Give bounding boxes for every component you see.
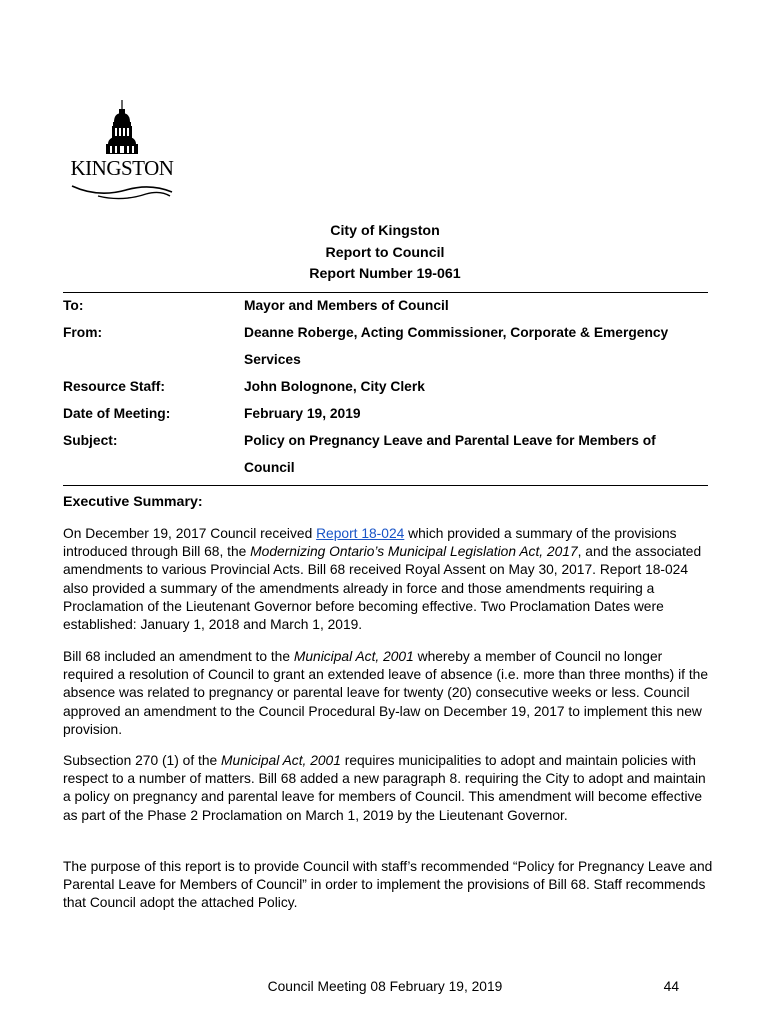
p2-text-b: whereby a member of Council no longer required a resolution of Council to grant an extended leave of absence (i.e. more than three months) if the absence was related to pregnancy or parental leave for twenty (20) consecutive weeks or less. Council approved an amendment to the Council Procedural By-law on December 19, 2017 to implement this new provision. [63, 649, 709, 737]
executive-summary-title: Executive Summary: [63, 494, 203, 510]
page-number: 44 [663, 979, 679, 994]
p3-text-b: requires municipalities to adopt and maintain policies with respect to a number of matters. Bill 68 added a new paragraph 8. requiring the City to adopt and maintain a policy on pregnancy and parental leave for members of Council. This amendment will become effective as part of the Phase 2 Proclamation on March 1, 2019 by the Lieutenant Governor. [63, 753, 706, 823]
date-label: Date of Meeting: [63, 406, 171, 421]
p2-text-a: Bill 68 included an amendment to the [63, 649, 294, 664]
subject-label: Subject: [63, 433, 118, 448]
heading-report-number: Report Number 19-061 [309, 266, 461, 282]
heading-city: City of Kingston [330, 223, 440, 239]
summary-paragraph-4: The purpose of this report is to provide Council with staff’s recommended “Policy for Pregnancy Leave and Parental Leave for Members of Council” in order to implement the provisions of Bill 68. Staff recommends that Council adopt the attached Policy. [63, 859, 713, 911]
staff-value: John Bolognone, City Clerk [244, 379, 425, 394]
p3-act-title: Municipal Act, 2001 [221, 753, 341, 768]
date-value: February 19, 2019 [244, 406, 361, 421]
to-value: Mayor and Members of Council [244, 298, 449, 313]
staff-label: Resource Staff: [63, 379, 165, 394]
heading-report-to: Report to Council [325, 244, 445, 261]
to-label: To: [63, 298, 84, 313]
from-value: Deanne Roberge, Acting Commissioner, Corporate & Emergency Services [244, 325, 669, 367]
p3-text-a: Subsection 270 (1) of the [63, 753, 221, 768]
p1-text-a: On December 19, 2017 Council received [63, 526, 317, 541]
summary-paragraph-1 [63, 525, 713, 634]
footer-meeting-info: Council Meeting 08 February 19, 2019 [267, 979, 503, 994]
report-heading [0, 221, 770, 286]
from-label: From: [63, 325, 103, 340]
waves-icon [68, 180, 176, 210]
summary-paragraph-3 [63, 752, 713, 825]
divider-bottom [63, 485, 708, 486]
p2-act-title: Municipal Act, 2001 [293, 649, 414, 664]
p1-text-c: , and the associated amendments to various Provincial Acts. Bill 68 received Royal Assent on May 30, 2017. Report 18-024 also provided a summary of the amendments already in force and those amendments requiring a Proclamation of the Lieutenant Governor before becoming effective. Two Proclamation Dates were established: January 1, 2018 and March 1, 2019. [63, 544, 702, 633]
p1-act-title: Modernizing Ontario’s Municipal Legislation Act, 2017 [250, 544, 578, 560]
kingston-logo [68, 98, 176, 210]
logo-text: KINGSTON [70, 156, 174, 180]
summary-paragraph-2 [63, 648, 713, 739]
p1-text-b: which provided a summary of the provisions introduced through Bill 68, the [63, 526, 677, 560]
report-18-024-link[interactable]: Report 18-024 [316, 526, 405, 541]
subject-value: Policy on Pregnancy Leave and Parental Leave for Members of Council [244, 433, 656, 475]
city-hall-dome-icon [68, 98, 176, 158]
